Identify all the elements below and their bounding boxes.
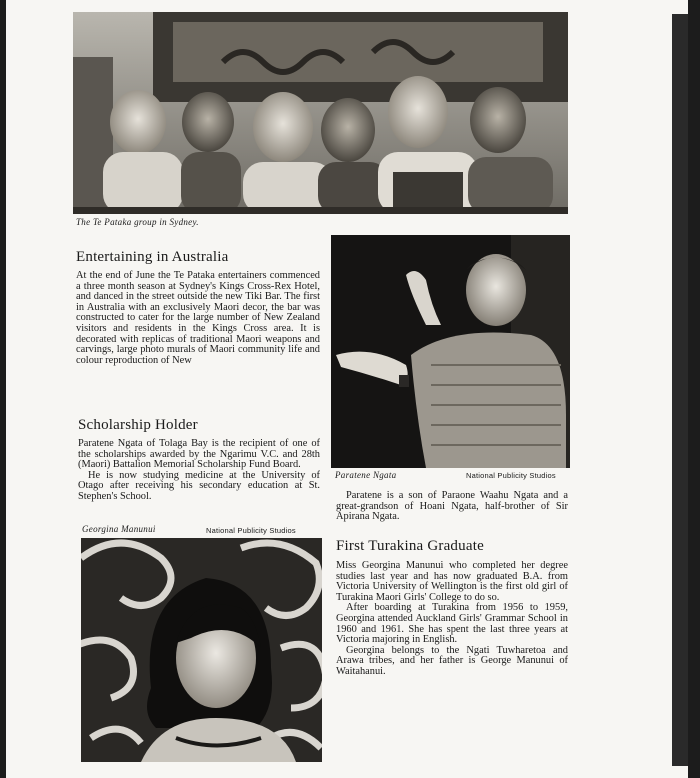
heading-scholarship-holder: Scholarship Holder [78, 417, 198, 433]
georgina-photo-caption: Georgina Manunui [82, 524, 156, 534]
paragraph: He is now studying medicine at the University of Otago after receiving his secondary education at St. Stephen's School. [78, 469, 320, 502]
article-entertaining-in-australia [76, 271, 320, 366]
page-edge-shadow [672, 14, 688, 766]
paragraph: After boarding at Turakina from 1956 to 1959, Georgina attended Auckland Girls' Grammar School in 1960 and 1961. She has spent the last three years at Victoria majoring in English. [336, 602, 568, 646]
paratene-ngata-photo [331, 235, 570, 468]
te-pataka-group-photo [73, 12, 568, 214]
georgina-photo-credit: National Publicity Studios [206, 526, 296, 535]
article-first-turakina-graduate [336, 561, 568, 678]
paratene-photo-credit: National Publicity Studios [466, 471, 556, 480]
georgina-manunui-photo [81, 538, 322, 762]
paragraph: Paratene is a son of Paraone Waahu Ngata and a great-grandson of Hoani Ngata, half-brother of Sir Apirana Ngata. [336, 490, 568, 523]
heading-first-turakina-graduate: First Turakina Graduate [336, 538, 484, 554]
group-photo-caption: The Te Pataka group in Sydney. [76, 217, 199, 227]
paragraph: At the end of June the Te Pataka entertainers commenced a three month season at Sydney's Kings Cross-Rex Hotel, and danced in the street outside the new Tiki Bar. The first in Australia with an exclusively Maori decor, the bar was constructed to cater for the large number of New Zealand visitors and residents in the Kings Cross area. It is decorated with replicas of traditional Maori weapons and carvings, large photo murals of Maori community life and colour reproduction of New [76, 270, 320, 366]
article-paratene-continued [336, 491, 568, 523]
heading-entertaining-in-australia: Entertaining in Australia [76, 249, 229, 265]
paratene-photo-caption: Paratene Ngata [335, 470, 397, 480]
article-scholarship-holder [78, 439, 320, 503]
paragraph: Paratene Ngata of Tolaga Bay is the recipient of one of the scholarships awarded by the Ngarimu V.C. and 28th (Maori) Battalion Memorial Scholarship Fund Board. [78, 438, 320, 471]
paragraph: Miss Georgina Manunui who completed her degree studies last year and has now graduated B.A. from Victoria University of Wellington is the first old girl of Turakina Maori Girls' College to do so. [336, 560, 568, 603]
paragraph: Georgina belongs to the Ngati Tuwharetoa and Arawa tribes, and her father is George Manunui of Waitahanui. [336, 644, 568, 677]
